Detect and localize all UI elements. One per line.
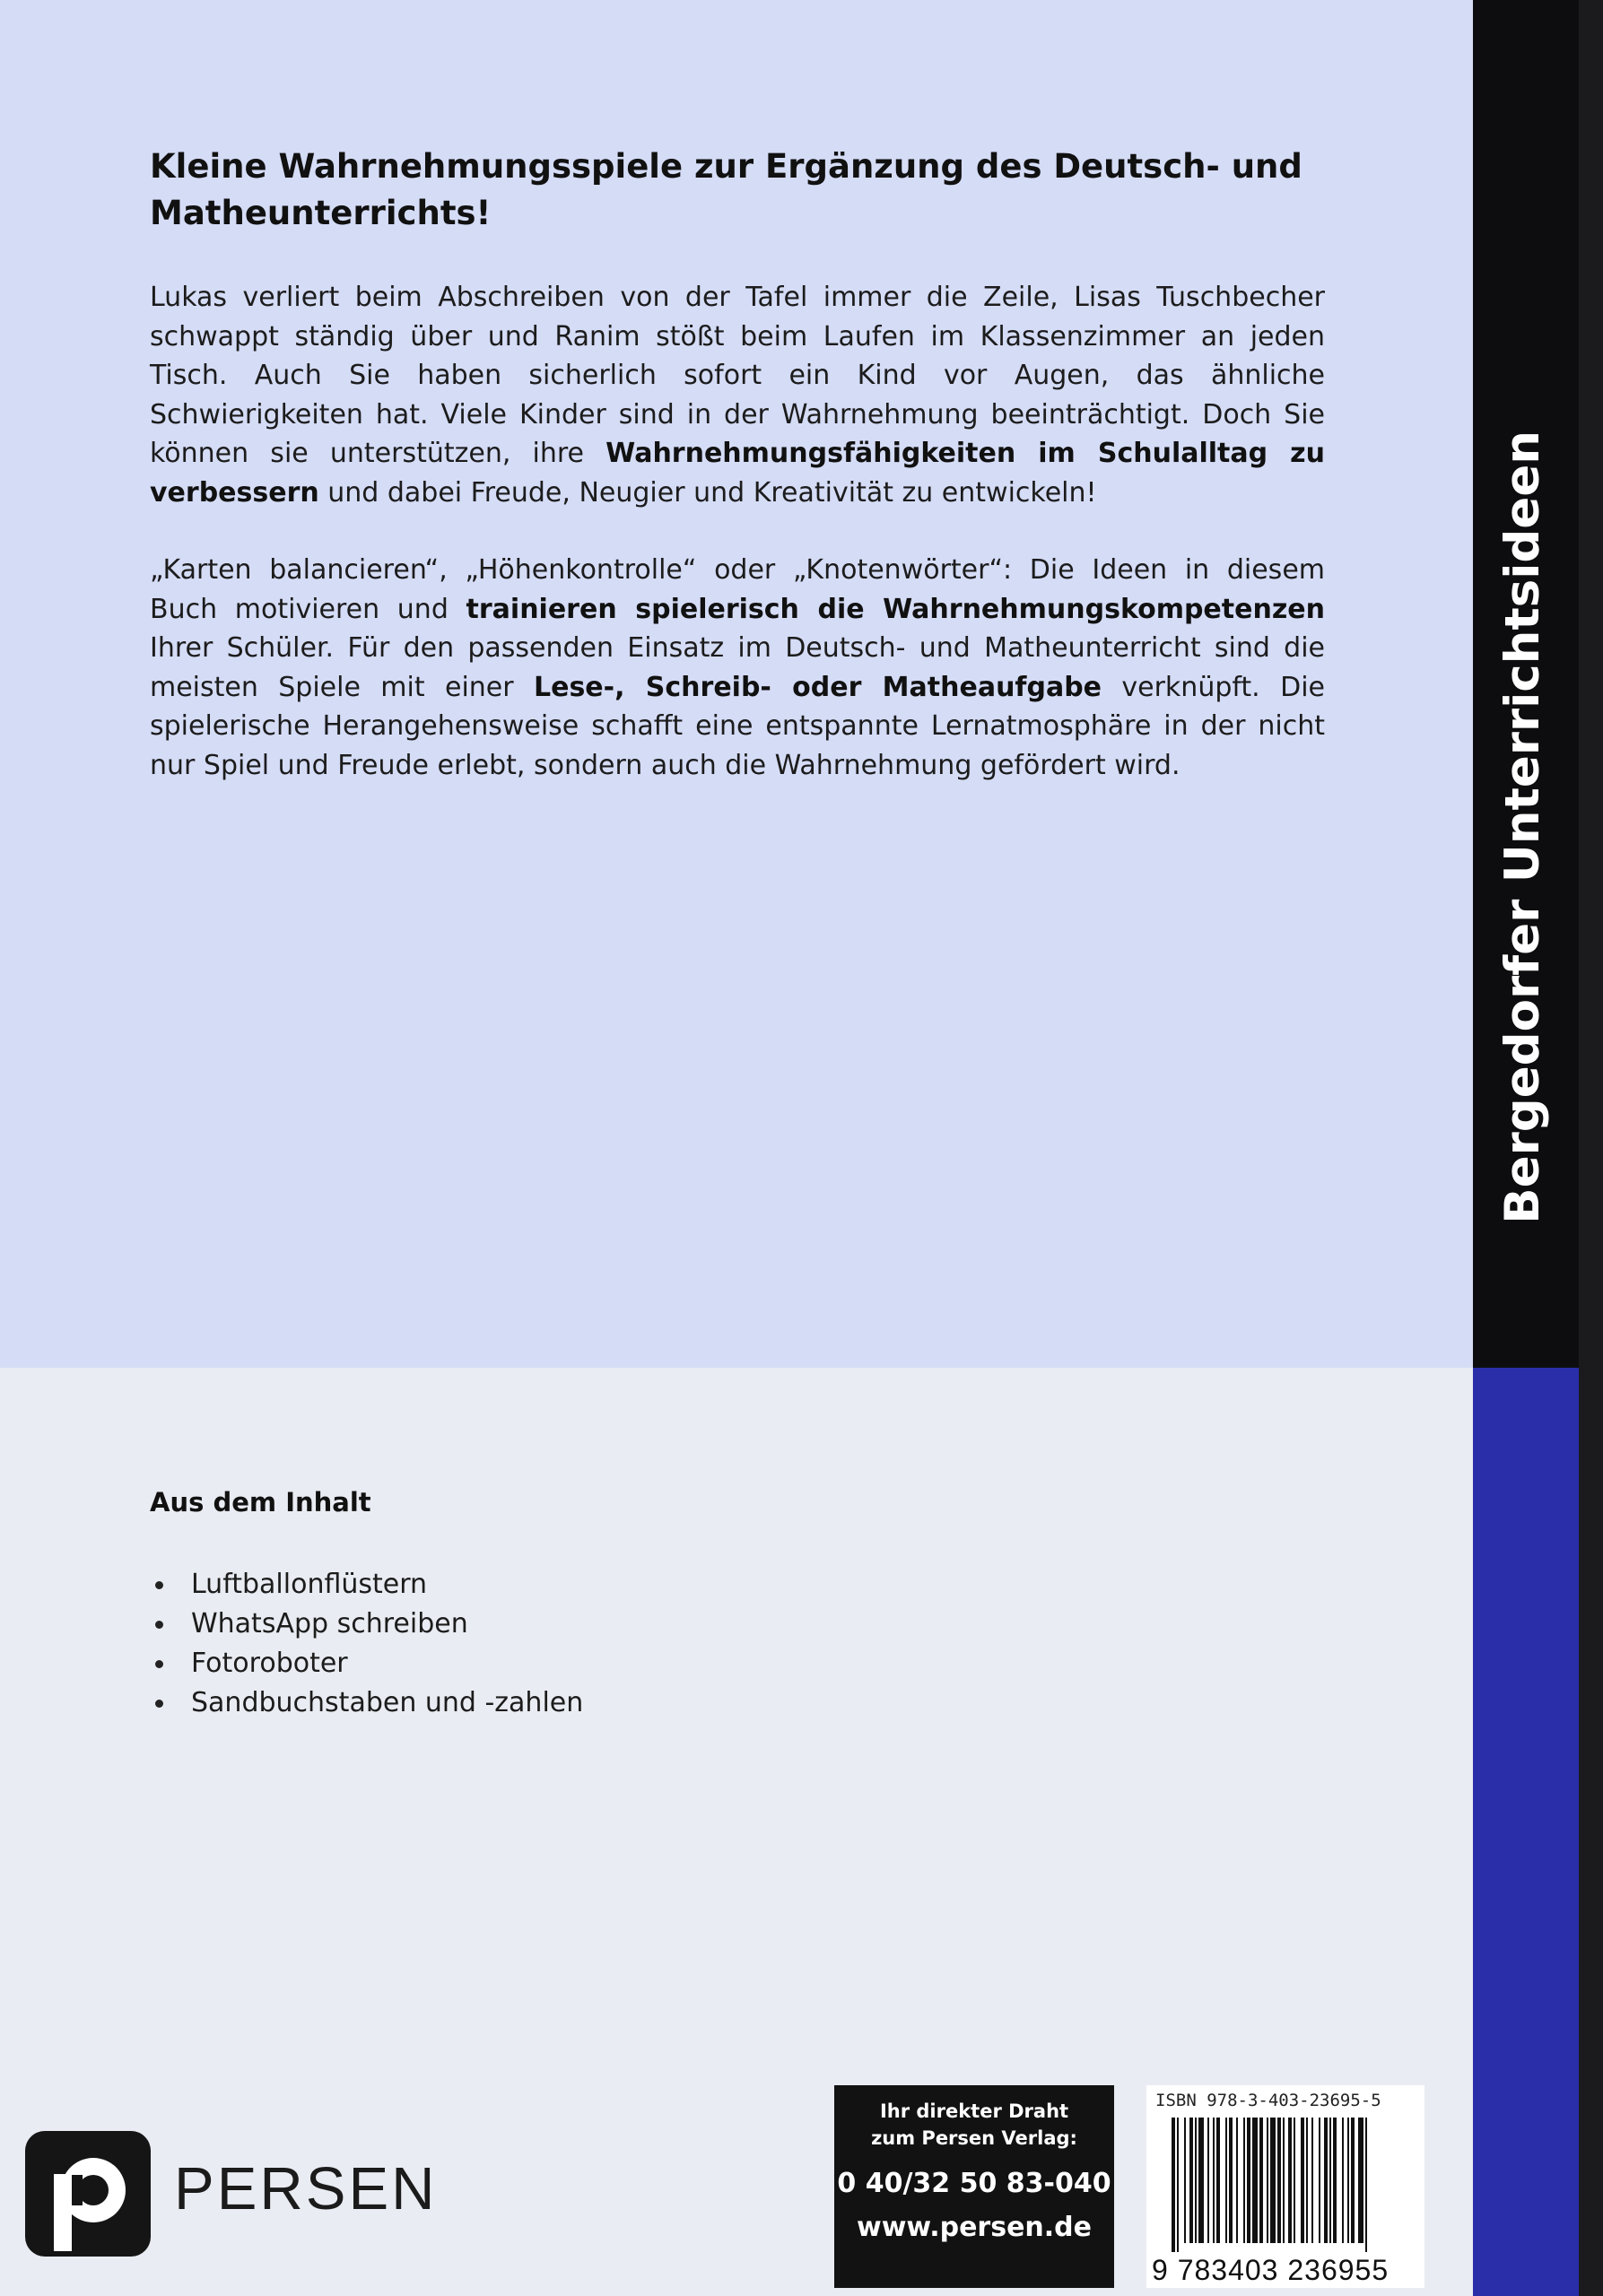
list-item-label: WhatsApp schreiben	[191, 1608, 468, 1639]
barcode-bar	[1184, 2118, 1186, 2243]
barcode-icon	[1172, 2118, 1414, 2252]
barcode-bar	[1236, 2118, 1238, 2243]
barcode-bar	[1270, 2118, 1276, 2243]
intro-text-2: und dabei Freude, Neugier und Kreativität zu entwickeln!	[318, 476, 1097, 509]
list-item-label: Luftballonflüstern	[191, 1569, 428, 1600]
barcode-bar	[1213, 2118, 1215, 2243]
barcode-bar	[1288, 2118, 1292, 2243]
list-item-label: Fotoroboter	[191, 1648, 348, 1679]
barcode-bar	[1189, 2118, 1193, 2243]
barcode-bar	[1294, 2118, 1295, 2243]
isbn-number: ISBN 978-3-403-23695-5	[1155, 2091, 1381, 2110]
hotline-label-line1: Ihr direkter Draht	[879, 2100, 1069, 2122]
barcode-area	[1146, 2085, 1424, 2288]
description-text-1: „Karten balancieren“, „Höhenkontrolle“ oder „Knotenwörter“: Die Ideen in diesem Buch motivieren und	[150, 554, 1325, 625]
barcode-bar	[1311, 2118, 1313, 2243]
intro-text-1: Lukas verliert beim Abschreiben von der Tafel immer die Zeile, Lisas Tuschbecher schwappt ständig über und Ranim stößt beim Laufen im Klassenzimmer an jeden Tisch. Auch Sie haben sicherlich sofort ein Kind vor Augen, das ähnliche Schwierigkeiten hat. Viele Kinder sind in der Wahrnehmung beeinträchtigt. Doch Sie können sie unterstützen, ihre	[150, 282, 1325, 469]
headline: Kleine Wahrnehmungsspiele zur Ergänzung des Deutsch- und Matheunterrichts!	[150, 147, 1302, 232]
bullet-icon	[155, 1621, 163, 1629]
barcode-bar	[1283, 2118, 1285, 2243]
spine-edge	[1579, 0, 1603, 2296]
contents-list	[150, 1565, 583, 1723]
persen-p-logo-icon	[25, 2131, 151, 2257]
barcode-bar	[1306, 2118, 1308, 2243]
barcode-bar	[1358, 2118, 1363, 2243]
barcode-bar	[1351, 2118, 1355, 2243]
barcode-bar	[1243, 2118, 1245, 2243]
barcode-bar	[1195, 2118, 1197, 2243]
list-item	[150, 1565, 583, 1605]
description-bold-1: trainieren spielerisch die Wahrnehmungskompetenzen	[466, 593, 1325, 625]
barcode-bar	[1225, 2118, 1227, 2243]
barcode-bar	[1329, 2118, 1331, 2243]
barcode-bar	[1177, 2118, 1179, 2252]
barcode-bar	[1347, 2118, 1349, 2243]
bullet-icon	[155, 1700, 163, 1708]
barcode-bar	[1207, 2118, 1209, 2243]
intro-paragraph	[150, 278, 1325, 512]
barcode-bar	[1252, 2118, 1258, 2243]
barcode-bar	[1172, 2118, 1175, 2252]
barcode-bar	[1342, 2118, 1344, 2243]
barcode-bar	[1324, 2118, 1328, 2243]
barcode-bar	[1216, 2118, 1220, 2243]
contents-heading: Aus dem Inhalt	[150, 1487, 371, 1518]
ean-number: 9 783403 236955	[1152, 2254, 1390, 2286]
barcode-bar	[1198, 2118, 1204, 2243]
description-bold-2: Lese-, Schreib- oder Matheaufgabe	[533, 671, 1102, 703]
description-text-2: Ihrer Schüler. Für den passenden Einsatz im Deutsch- und Matheunterricht sind die meisten Spiele mit einer	[150, 632, 1325, 703]
hotline-box	[834, 2085, 1114, 2288]
barcode-bar	[1259, 2118, 1263, 2243]
list-item	[150, 1605, 583, 1644]
intro-bold-1: Wahrnehmungsfähigkeiten im Schulalltag zu verbessern	[150, 438, 1325, 509]
list-item-label: Sandbuchstaben und -zahlen	[191, 1687, 584, 1718]
bullet-icon	[155, 1581, 163, 1589]
publisher-website: www.persen.de	[856, 2212, 1093, 2243]
barcode-bar	[1267, 2118, 1268, 2243]
list-item	[150, 1644, 583, 1683]
description-text-3: verknüpft. Die spielerische Herangehensweise schafft eine entspannte Lernatmosphäre in der nicht nur Spiel und Freude erlebt, sondern auch die Wahrnehmung gefördert wird.	[150, 671, 1325, 781]
hotline-label-line2: zum Persen Verlag:	[871, 2127, 1077, 2149]
barcode-bar	[1301, 2118, 1304, 2243]
barcode-bar	[1277, 2118, 1281, 2243]
list-item	[150, 1683, 583, 1723]
spine-series-title: Bergedorfer Unterrichtsideen	[1495, 430, 1550, 1224]
publisher-name: PERSEN	[174, 2155, 438, 2222]
barcode-bar	[1333, 2118, 1337, 2243]
barcode-bar	[1319, 2118, 1320, 2243]
barcode-bar	[1247, 2118, 1250, 2243]
description-paragraph	[150, 551, 1325, 785]
hotline-phone: 0 40/32 50 83-040	[837, 2168, 1111, 2199]
bullet-icon	[155, 1660, 163, 1668]
barcode-bar	[1365, 2118, 1367, 2252]
barcode-bar	[1229, 2118, 1233, 2243]
